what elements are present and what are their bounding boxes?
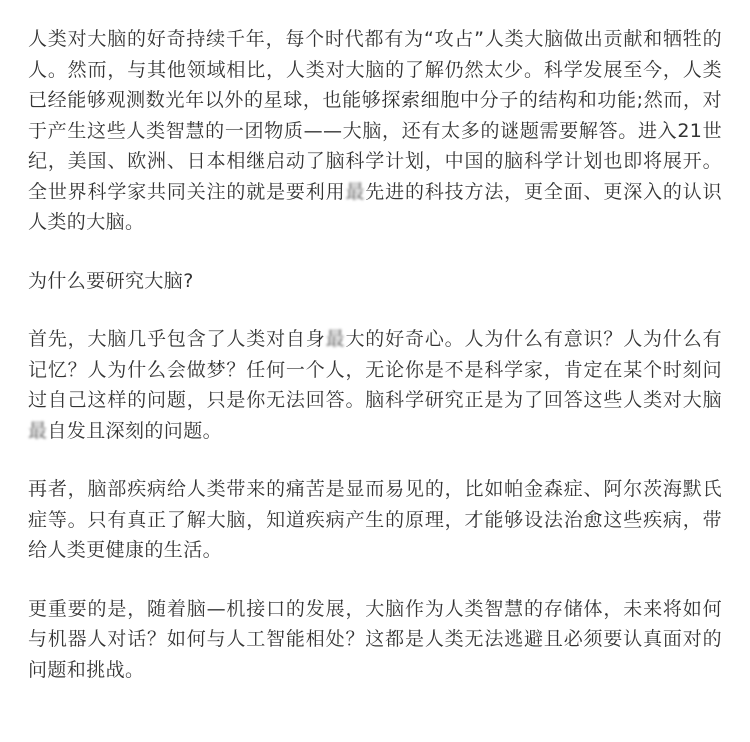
paragraph-text: 更重要的是，随着脑—机接口的发展，大脑作为人类智慧的存储体，未来将如何与机器人对话？如何与人工智能相处？这都是人类无法逃避且必须要认真面对的问题和挑战。 — [28, 597, 722, 681]
paragraph-second — [28, 474, 722, 566]
paragraph-text: 首先，大脑几乎包含了人类对自身 — [28, 328, 326, 350]
paragraph-third — [28, 594, 722, 686]
paragraph-text: 先进的科技方法，更全面、更深入的认识人类的大脑。 — [28, 180, 722, 233]
paragraph-text: 自发且深刻的问题。 — [47, 419, 223, 442]
paragraph-text: 人类对大脑的好奇持续千年，每个时代都有为“攻占”人类大脑做出贡献和牺牲的人。然而，与其他领域相比，人类对大脑的了解仍然太少。科学发展至今，人类已经能够观测数光年以外的星球，也能够探索细胞中分子的结构和功能;然而，对于产生这些人类智慧的一团物质——大脑，还有太多的谜题需要解答。进入21世纪，美国、欧洲、日本相继启动了脑科学计划，中国的脑科学计划也即将展开。全世界科学家共同关注的就是要利用 — [28, 28, 722, 203]
blurred-character: 最 — [28, 419, 48, 442]
paragraph-text: 大的好奇心。人为什么有意识？人为什么有记忆？人为什么会做梦？任何一个人，无论你是不是科学家，肯定在某个时刻问过自己这样的问题，只是你无法回答。脑科学研究正是为了回答这些人类对大脑 — [28, 328, 722, 411]
paragraph-intro — [28, 24, 722, 238]
blurred-character: 最 — [325, 328, 346, 350]
paragraph-text: 再者，脑部疾病给人类带来的痛苦是显而易见的，比如帕金森症、阿尔茨海默氏症等。只有真正了解大脑，知道疾病产生的原理，才能够设法治愈这些疾病，带给人类更健康的生活。 — [28, 478, 722, 561]
paragraph-first — [28, 324, 722, 446]
question-text: 为什么要研究大脑? — [28, 269, 194, 292]
section-question — [28, 266, 722, 297]
blurred-character: 最 — [345, 180, 366, 203]
